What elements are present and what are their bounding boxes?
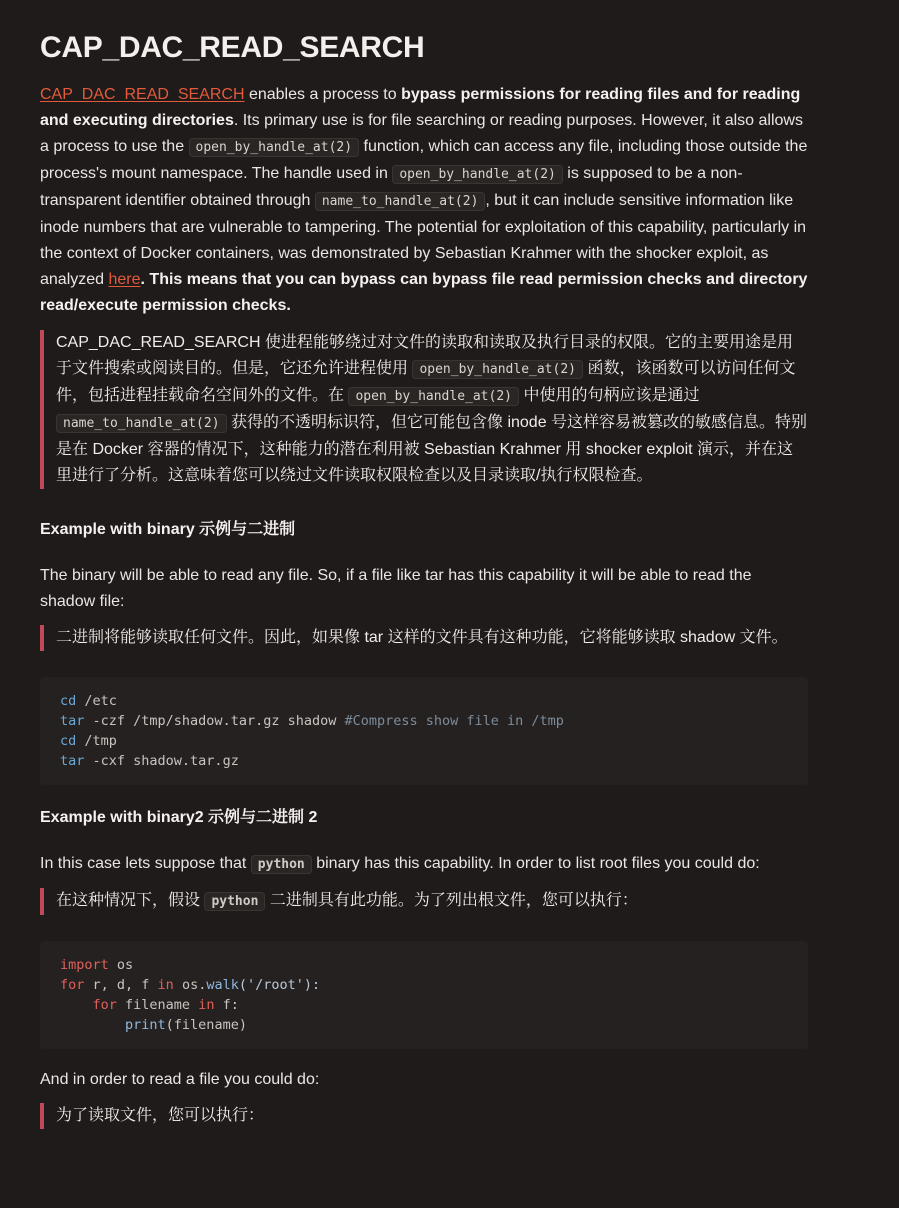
page-title: CAP_DAC_READ_SEARCH [40, 31, 425, 64]
intro-paragraph: CAP_DAC_READ_SEARCH enables a process to bypass permissions for reading files and for reading and executing directories. Its primary use is for file searching or reading purposes. However, it also allows a process to use the open_by_handle_at(2) function, which can access any file, including those outside the process's mount namespace. The handle used in open_by_handle_at(2) is supposed to be a non-transparent identifier obtained through name_to_handle_at(2) , but it can include sensitive information like inode numbers that are vulnerable to tampering. The potential for exploitation of this capability, particularly in the context of Docker containers, was demonstrated by Sebastian Krahmer with the shocker exploit, as analyzed here. This means that you can bypass can bypass file read permission checks and directory read/execute permission checks. [40, 86, 808, 314]
inline-code: python [204, 892, 265, 911]
inline-code: open_by_handle_at(2) [412, 360, 583, 379]
code-block[interactable]: cd /etc tar -czf /tmp/shadow.tar.gz shadow #Compress show file in /tmp cd /tmp tar -cxf shadow.tar.gz [40, 677, 808, 785]
code-block[interactable]: import os for r, d, f in os.walk('/root'): for filename in f: print(filename) [40, 941, 808, 1049]
inline-code: name_to_handle_at(2) [56, 414, 227, 433]
inline-code: open_by_handle_at(2) [189, 138, 360, 157]
translation-quote: 在这种情况下，假设 python 二进制具有此功能。为了列出根文件，您可以执行： [40, 888, 808, 915]
section-heading: Example with binary2 示例与二进制 2 [40, 809, 318, 826]
paragraph: And in order to read a file you could do: [40, 1071, 320, 1088]
here-link[interactable]: here [108, 271, 141, 288]
translation-quote: 为了读取文件，您可以执行： [40, 1103, 808, 1129]
paragraph: In this case lets suppose that python binary has this capability. In order to list root files you could do: [40, 855, 760, 872]
translation-quote: 二进制将能够读取任何文件。因此，如果像 tar 这样的文件具有这种功能，它将能够读取 shadow 文件。 [40, 625, 808, 651]
capability-link[interactable]: CAP_DAC_READ_SEARCH [40, 86, 245, 103]
paragraph: The binary will be able to read any file. So, if a file like tar has this capability it will be able to read the shadow file: [40, 567, 752, 610]
inline-code: open_by_handle_at(2) [348, 387, 519, 406]
section-heading: Example with binary 示例与二进制 [40, 521, 296, 538]
inline-code: open_by_handle_at(2) [392, 165, 563, 184]
translation-quote: CAP_DAC_READ_SEARCH 使进程能够绕过对文件的读取和读取及执行目录的权限。它的主要用途是用于文件搜索或阅读目的。但是，它还允许进程使用 open_by_handle_at(2) 函数，该函数可以访问任何文件，包括进程挂载命名空间外的文件。在 open_by_handle_at(2) 中使用的句柄应该是通过 name_to_handle_at(2) 获得的不透明标识符，但它可能包含像 inode 号这样容易被篡改的敏感信息。特别是在 Docker 容器的情况下，这种能力的潜在利用被 Sebastian Krahmer 用 shocker exploit 演示，并在这里进行了分析。这意味着您可以绕过文件读取权限检查以及目录读取/执行权限检查。 [40, 330, 808, 489]
inline-code: name_to_handle_at(2) [315, 192, 486, 211]
inline-code: python [251, 855, 312, 874]
